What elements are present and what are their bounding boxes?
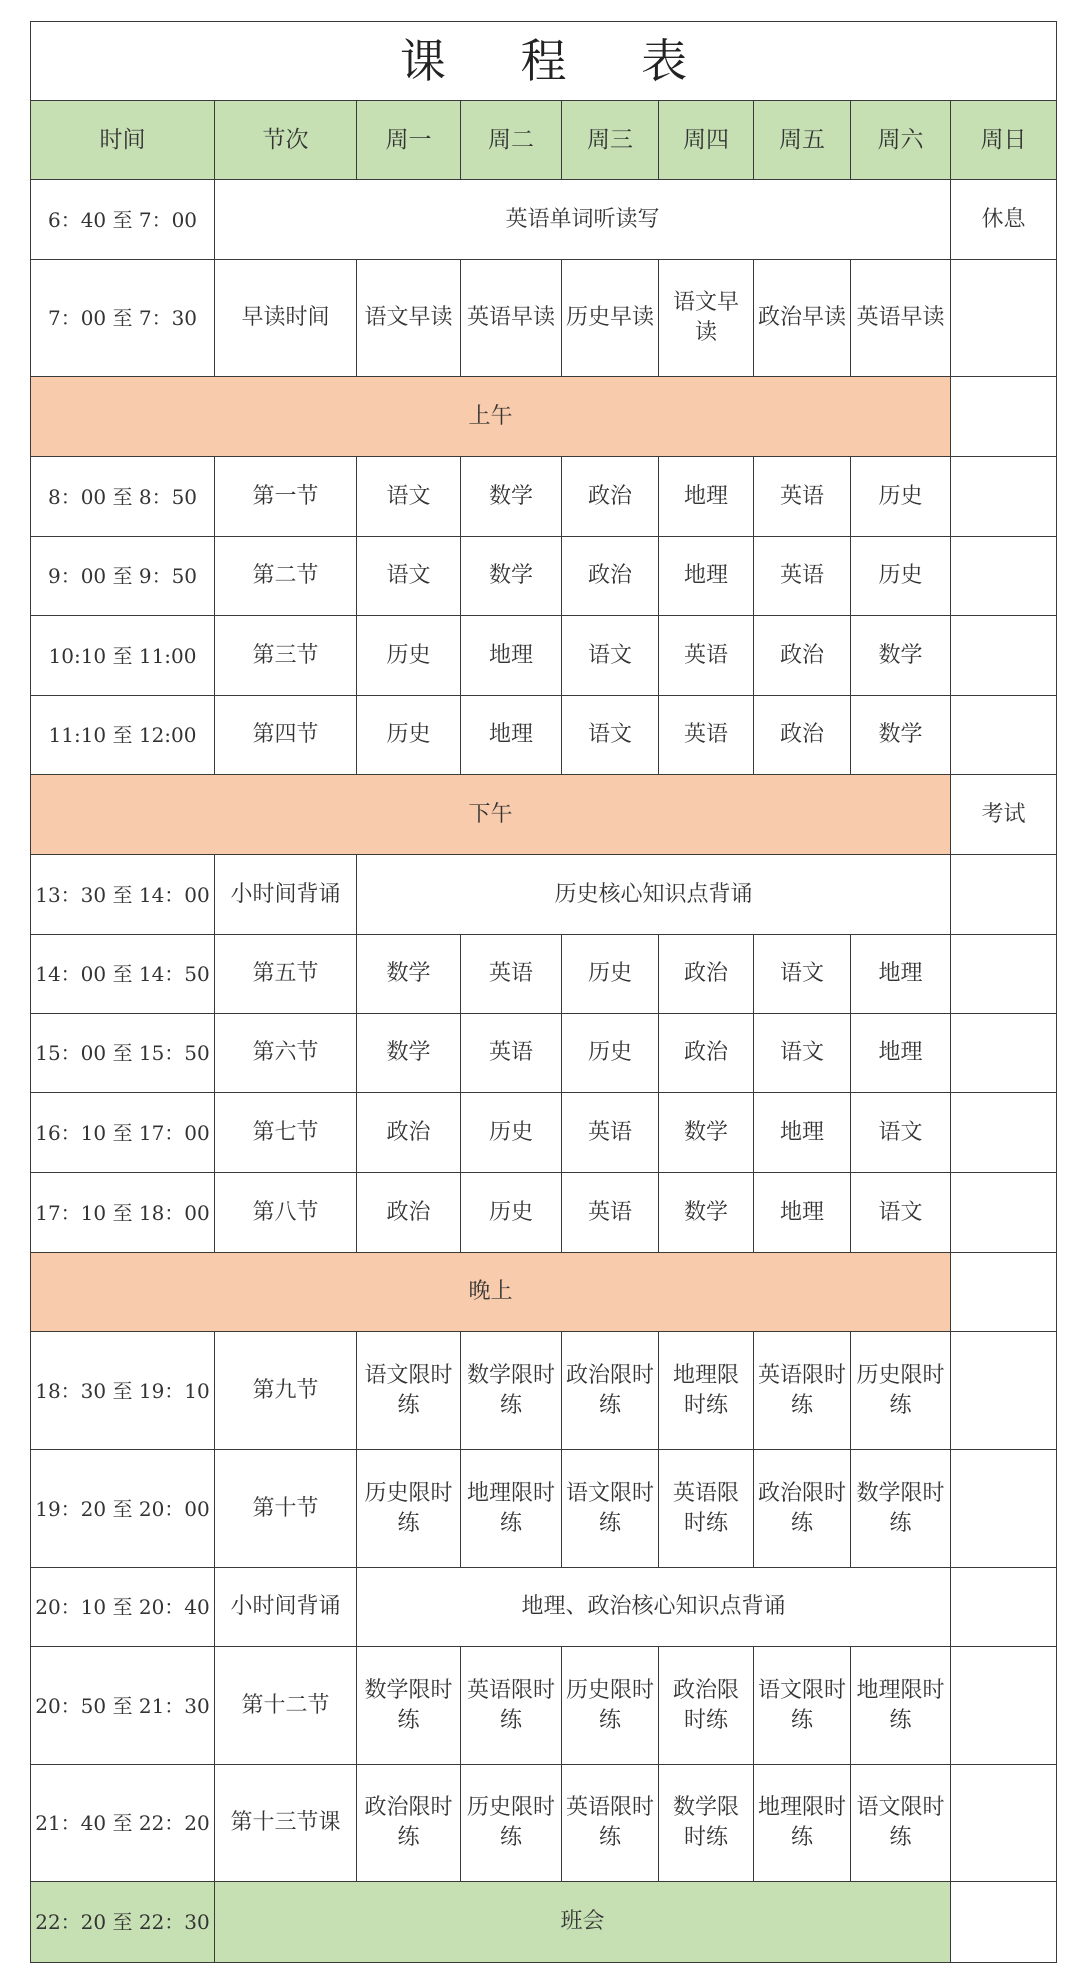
class-cell: 历史 <box>357 616 461 696</box>
section-row <box>31 775 1057 855</box>
sunday-cell <box>951 1014 1057 1093</box>
header-period: 节次 <box>215 101 357 180</box>
time-cell: 8：00 至 8：50 <box>31 457 215 537</box>
class-cell: 数学限时练 <box>659 1765 754 1882</box>
header-day: 周四 <box>659 101 754 180</box>
time-cell: 11:10 至 12:00 <box>31 696 215 775</box>
class-cell: 政治限时练 <box>562 1332 659 1450</box>
period-cell: 第七节 <box>215 1093 357 1173</box>
class-cell: 英语 <box>562 1173 659 1253</box>
class-cell: 政治 <box>754 616 851 696</box>
class-cell: 历史限时练 <box>851 1332 951 1450</box>
activity-cell: 地理、政治核心知识点背诵 <box>357 1568 951 1647</box>
sunday-cell <box>951 1253 1057 1332</box>
time-cell: 16：10 至 17：00 <box>31 1093 215 1173</box>
class-cell: 语文限时练 <box>754 1647 851 1765</box>
header-day: 周六 <box>851 101 951 180</box>
class-cell: 英语限时练 <box>754 1332 851 1450</box>
sunday-cell <box>951 696 1057 775</box>
class-cell: 地理限时练 <box>851 1647 951 1765</box>
table-row <box>31 1450 1057 1568</box>
class-cell: 语文 <box>357 537 461 616</box>
period-cell: 第十节 <box>215 1450 357 1568</box>
time-cell: 17：10 至 18：00 <box>31 1173 215 1253</box>
class-cell: 历史限时练 <box>562 1647 659 1765</box>
class-cell: 语文早读 <box>357 260 461 377</box>
class-cell: 政治 <box>562 457 659 537</box>
period-cell: 第十三节课 <box>215 1765 357 1882</box>
class-cell: 英语限时练 <box>659 1450 754 1568</box>
class-cell: 数学限时练 <box>851 1450 951 1568</box>
class-cell: 语文限时练 <box>851 1765 951 1882</box>
class-cell: 地理 <box>851 935 951 1014</box>
class-cell: 语文 <box>851 1173 951 1253</box>
class-cell: 政治 <box>357 1173 461 1253</box>
time-cell: 7：00 至 7：30 <box>31 260 215 377</box>
class-cell: 数学 <box>659 1173 754 1253</box>
time-cell: 18：30 至 19：10 <box>31 1332 215 1450</box>
class-cell: 英语 <box>659 616 754 696</box>
table-row <box>31 1014 1057 1093</box>
class-cell: 语文限时练 <box>562 1450 659 1568</box>
sunday-cell <box>951 1332 1057 1450</box>
class-cell: 历史 <box>851 537 951 616</box>
class-cell: 数学限时练 <box>461 1332 562 1450</box>
class-cell: 历史 <box>461 1173 562 1253</box>
class-cell: 地理限时练 <box>659 1332 754 1450</box>
class-cell: 英语 <box>754 457 851 537</box>
header-time: 时间 <box>31 101 215 180</box>
table-row <box>31 616 1057 696</box>
sunday-cell <box>951 935 1057 1014</box>
sunday-cell <box>951 537 1057 616</box>
table-row <box>31 260 1057 377</box>
class-cell: 地理限时练 <box>461 1450 562 1568</box>
table-row <box>31 1765 1057 1882</box>
sunday-cell <box>951 457 1057 537</box>
section-label-afternoon: 下午 <box>31 775 951 855</box>
class-cell: 政治 <box>562 537 659 616</box>
header-day: 周三 <box>562 101 659 180</box>
table-row <box>31 1093 1057 1173</box>
table-row <box>31 1647 1057 1765</box>
class-cell: 政治限时练 <box>659 1647 754 1765</box>
class-cell: 政治早读 <box>754 260 851 377</box>
class-cell: 语文 <box>357 457 461 537</box>
time-cell: 22：20 至 22：30 <box>31 1882 215 1963</box>
time-cell: 20：50 至 21：30 <box>31 1647 215 1765</box>
class-cell: 语文 <box>562 616 659 696</box>
class-cell: 语文 <box>754 1014 851 1093</box>
period-cell: 小时间背诵 <box>215 855 357 935</box>
sunday-cell <box>951 1765 1057 1882</box>
table-row <box>31 537 1057 616</box>
class-cell: 历史限时练 <box>357 1450 461 1568</box>
header-row <box>31 101 1057 180</box>
class-cell: 语文 <box>851 1093 951 1173</box>
class-cell: 英语限时练 <box>562 1765 659 1882</box>
class-cell: 英语限时练 <box>461 1647 562 1765</box>
time-cell: 10:10 至 11:00 <box>31 616 215 696</box>
timetable <box>30 21 1057 1963</box>
table-row <box>31 457 1057 537</box>
time-cell: 9：00 至 9：50 <box>31 537 215 616</box>
time-cell: 13：30 至 14：00 <box>31 855 215 935</box>
class-cell: 政治限时练 <box>754 1450 851 1568</box>
class-cell: 英语早读 <box>851 260 951 377</box>
activity-cell: 历史核心知识点背诵 <box>357 855 951 935</box>
class-cell: 地理 <box>754 1093 851 1173</box>
period-cell: 第四节 <box>215 696 357 775</box>
class-cell: 语文 <box>754 935 851 1014</box>
period-cell: 第九节 <box>215 1332 357 1450</box>
class-cell: 政治 <box>659 935 754 1014</box>
class-cell: 历史限时练 <box>461 1765 562 1882</box>
section-label-evening: 晚上 <box>31 1253 951 1332</box>
period-cell: 第二节 <box>215 537 357 616</box>
time-cell: 20：10 至 20：40 <box>31 1568 215 1647</box>
class-cell: 英语 <box>659 696 754 775</box>
class-cell: 地理 <box>659 537 754 616</box>
time-cell: 14：00 至 14：50 <box>31 935 215 1014</box>
period-cell: 第一节 <box>215 457 357 537</box>
table-row <box>31 1568 1057 1647</box>
class-cell: 数学 <box>461 537 562 616</box>
class-cell: 地理 <box>659 457 754 537</box>
class-cell: 历史 <box>851 457 951 537</box>
class-cell: 历史 <box>357 696 461 775</box>
period-cell: 第六节 <box>215 1014 357 1093</box>
period-cell: 小时间背诵 <box>215 1568 357 1647</box>
class-cell: 数学限时练 <box>357 1647 461 1765</box>
class-cell: 语文早读 <box>659 260 754 377</box>
section-row <box>31 377 1057 457</box>
table-row <box>31 180 1057 260</box>
sunday-cell <box>951 377 1057 457</box>
class-cell: 数学 <box>851 696 951 775</box>
sunday-cell <box>951 616 1057 696</box>
period-cell: 第三节 <box>215 616 357 696</box>
period-cell: 第八节 <box>215 1173 357 1253</box>
header-day: 周二 <box>461 101 562 180</box>
header-day: 周五 <box>754 101 851 180</box>
table-row <box>31 1173 1057 1253</box>
class-cell: 数学 <box>659 1093 754 1173</box>
time-cell: 21：40 至 22：20 <box>31 1765 215 1882</box>
class-cell: 数学 <box>461 457 562 537</box>
period-cell: 第五节 <box>215 935 357 1014</box>
sunday-cell <box>951 1882 1057 1963</box>
class-cell: 地理 <box>461 696 562 775</box>
sunday-cell <box>951 855 1057 935</box>
class-cell: 数学 <box>851 616 951 696</box>
class-cell: 历史 <box>461 1093 562 1173</box>
class-cell: 地理 <box>754 1173 851 1253</box>
class-cell: 历史早读 <box>562 260 659 377</box>
table-row <box>31 696 1057 775</box>
period-cell: 第十二节 <box>215 1647 357 1765</box>
class-cell: 数学 <box>357 1014 461 1093</box>
sunday-cell <box>951 1173 1057 1253</box>
time-cell: 19：20 至 20：00 <box>31 1450 215 1568</box>
period-cell: 早读时间 <box>215 260 357 377</box>
class-cell: 英语早读 <box>461 260 562 377</box>
class-cell: 历史 <box>562 1014 659 1093</box>
table-row <box>31 1882 1057 1963</box>
class-cell: 语文 <box>562 696 659 775</box>
activity-cell-class-meeting: 班会 <box>215 1882 951 1963</box>
class-cell: 政治限时练 <box>357 1765 461 1882</box>
sunday-cell: 考试 <box>951 775 1057 855</box>
class-cell: 历史 <box>562 935 659 1014</box>
class-cell: 数学 <box>357 935 461 1014</box>
time-cell: 6：40 至 7：00 <box>31 180 215 260</box>
class-cell: 英语 <box>461 1014 562 1093</box>
class-cell: 英语 <box>754 537 851 616</box>
header-day: 周一 <box>357 101 461 180</box>
class-cell: 政治 <box>659 1014 754 1093</box>
table-row <box>31 1332 1057 1450</box>
sunday-cell <box>951 260 1057 377</box>
class-cell: 政治 <box>754 696 851 775</box>
class-cell: 地理限时练 <box>754 1765 851 1882</box>
class-cell: 地理 <box>851 1014 951 1093</box>
sunday-cell <box>951 1093 1057 1173</box>
sunday-cell: 休息 <box>951 180 1057 260</box>
section-row <box>31 1253 1057 1332</box>
class-cell: 英语 <box>562 1093 659 1173</box>
class-cell: 政治 <box>357 1093 461 1173</box>
section-label-morning: 上午 <box>31 377 951 457</box>
sunday-cell <box>951 1647 1057 1765</box>
class-cell: 地理 <box>461 616 562 696</box>
table-row <box>31 855 1057 935</box>
header-sunday: 周日 <box>951 101 1057 180</box>
table-row <box>31 935 1057 1014</box>
class-cell: 语文限时练 <box>357 1332 461 1450</box>
time-cell: 15：00 至 15：50 <box>31 1014 215 1093</box>
sunday-cell <box>951 1568 1057 1647</box>
class-cell: 英语 <box>461 935 562 1014</box>
sunday-cell <box>951 1450 1057 1568</box>
activity-cell: 英语单词听读写 <box>215 180 951 260</box>
page-title: 课 程 表 <box>31 22 1057 101</box>
